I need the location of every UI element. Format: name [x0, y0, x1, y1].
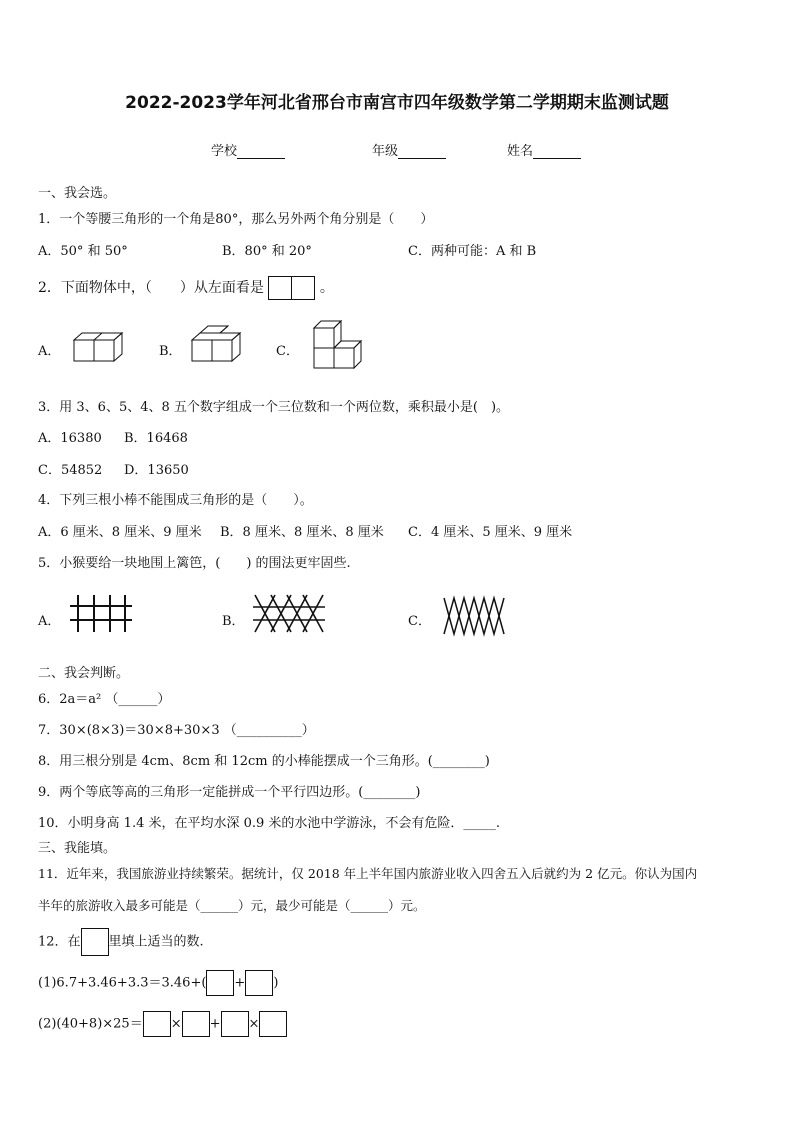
question-2-text: 2．下面物体中，（ ）从左面看是	[38, 280, 264, 296]
question-6: 6．2a＝a² （______）	[38, 692, 171, 707]
question-11-line-1: 11．近年来，我国旅游业持续繁荣。据统计，仅 2018 年上半年国内旅游业收入四舍五入后就约为 2 亿元。你认为国内	[38, 866, 698, 881]
q3-option-a[interactable]: A．16380	[38, 431, 102, 446]
name-label: 姓名	[507, 144, 534, 159]
q5-option-b[interactable]: B．	[222, 614, 245, 629]
name-field[interactable]	[507, 140, 581, 159]
q3-option-c[interactable]: C．54852	[38, 463, 103, 478]
question-12-pre: 12．在	[38, 934, 81, 950]
section-heading-1: 一、我会选。	[38, 186, 117, 201]
grade-blank[interactable]	[398, 145, 446, 159]
question-11-line-2: 半年的旅游收入最多可能是（______）元，最少可能是（______）元。	[38, 898, 426, 913]
section-heading-3: 三、我能填。	[38, 841, 117, 856]
school-label: 学校	[211, 144, 238, 159]
q2-figure-a	[74, 333, 124, 363]
q1-option-b[interactable]: B．80° 和 20°	[222, 244, 312, 259]
q12-part2-times-1: ×	[170, 1016, 182, 1032]
q4-option-a[interactable]: A．6 厘米、8 厘米、9 厘米	[38, 525, 202, 540]
q1-option-a[interactable]: A．50° 和 50°	[38, 244, 128, 259]
q12-part2-box-3[interactable]	[221, 1011, 249, 1037]
page-title: 2022-2023学年河北省邢台市南宫市四年级数学第二学期期末监测试题	[125, 93, 669, 113]
q5-option-a[interactable]: A．	[38, 614, 61, 629]
question-10: 10．小明身高 1.4 米，在平均水深 0.9 米的水池中学游泳，不会有危险．_____.	[38, 816, 501, 831]
q12-part1-pre: (1)6.7+3.46+3.3＝3.46+(	[38, 975, 207, 991]
question-9: 9．两个等底等高的三角形一定能拼成一个平行四边形。(________)	[38, 785, 421, 800]
question-2	[38, 276, 334, 300]
left-view-cell-2	[291, 276, 315, 300]
q2-option-a[interactable]: A．	[38, 344, 61, 359]
q12-part1-plus: +	[234, 975, 246, 991]
q5-option-c[interactable]: C．	[408, 614, 431, 629]
q12-part2-times-2: ×	[248, 1016, 260, 1032]
question-3: 3．用 3、6、5、4、8 五个数字组成一个三位数和一个两位数，乘积最小是( )。	[38, 400, 510, 415]
q5-fence-zigzag	[444, 598, 506, 636]
q1-option-c[interactable]: C．两种可能：A 和 B	[408, 244, 537, 259]
q12-part2-plus: +	[209, 1016, 221, 1032]
question-1: 1．一个等腰三角形的一个角是80°，那么另外两个角分别是（ ）	[38, 212, 434, 227]
q12-part2-box-4[interactable]	[259, 1011, 287, 1037]
question-12	[38, 928, 204, 956]
school-field[interactable]	[211, 140, 285, 159]
q5-fence-grid	[70, 595, 132, 633]
question-12-post: 里填上适当的数.	[108, 934, 204, 950]
q12-sample-box	[81, 928, 109, 956]
school-blank[interactable]	[237, 145, 285, 159]
question-5: 5．小猴要给一块地围上篱笆，( ) 的围法更牢固些.	[38, 556, 351, 571]
q12-part2-box-1[interactable]	[143, 1011, 171, 1037]
q5-fence-cross	[253, 595, 325, 633]
q2-figure-b	[192, 326, 242, 364]
q3-option-b[interactable]: B．16468	[124, 431, 188, 446]
q2-figure-c	[314, 321, 362, 371]
section-heading-2: 二、我会判断。	[38, 666, 130, 681]
question-8: 8．用三根分别是 4cm、8cm 和 12cm 的小棒能摆成一个三角形。(________)	[38, 754, 490, 769]
question-12-part-1	[38, 970, 278, 996]
question-4: 4．下列三根小棒不能围成三角形的是（ ）。	[38, 493, 313, 508]
question-7: 7．30×(8×3)＝30×8+30×3 （__________）	[38, 723, 315, 738]
grade-field[interactable]	[372, 140, 446, 159]
q12-part2-box-2[interactable]	[182, 1011, 210, 1037]
q2-option-b[interactable]: B．	[159, 344, 182, 359]
q2-option-c[interactable]: C．	[276, 344, 299, 359]
q12-part2-pre: (2)(40+8)×25＝	[38, 1016, 143, 1032]
q12-part1-box-2[interactable]	[245, 970, 273, 996]
left-view-cell-1	[268, 276, 292, 300]
question-2-end: 。	[319, 280, 334, 296]
q3-option-d[interactable]: D．13650	[124, 463, 189, 478]
name-blank[interactable]	[533, 145, 581, 159]
question-12-part-2	[38, 1011, 287, 1037]
grade-label: 年级	[372, 144, 399, 159]
q4-option-b[interactable]: B．8 厘米、8 厘米、8 厘米	[220, 525, 384, 540]
q12-part1-post: )	[273, 975, 279, 991]
q4-option-c[interactable]: C．4 厘米、5 厘米、9 厘米	[408, 525, 573, 540]
q12-part1-box-1[interactable]	[206, 970, 234, 996]
